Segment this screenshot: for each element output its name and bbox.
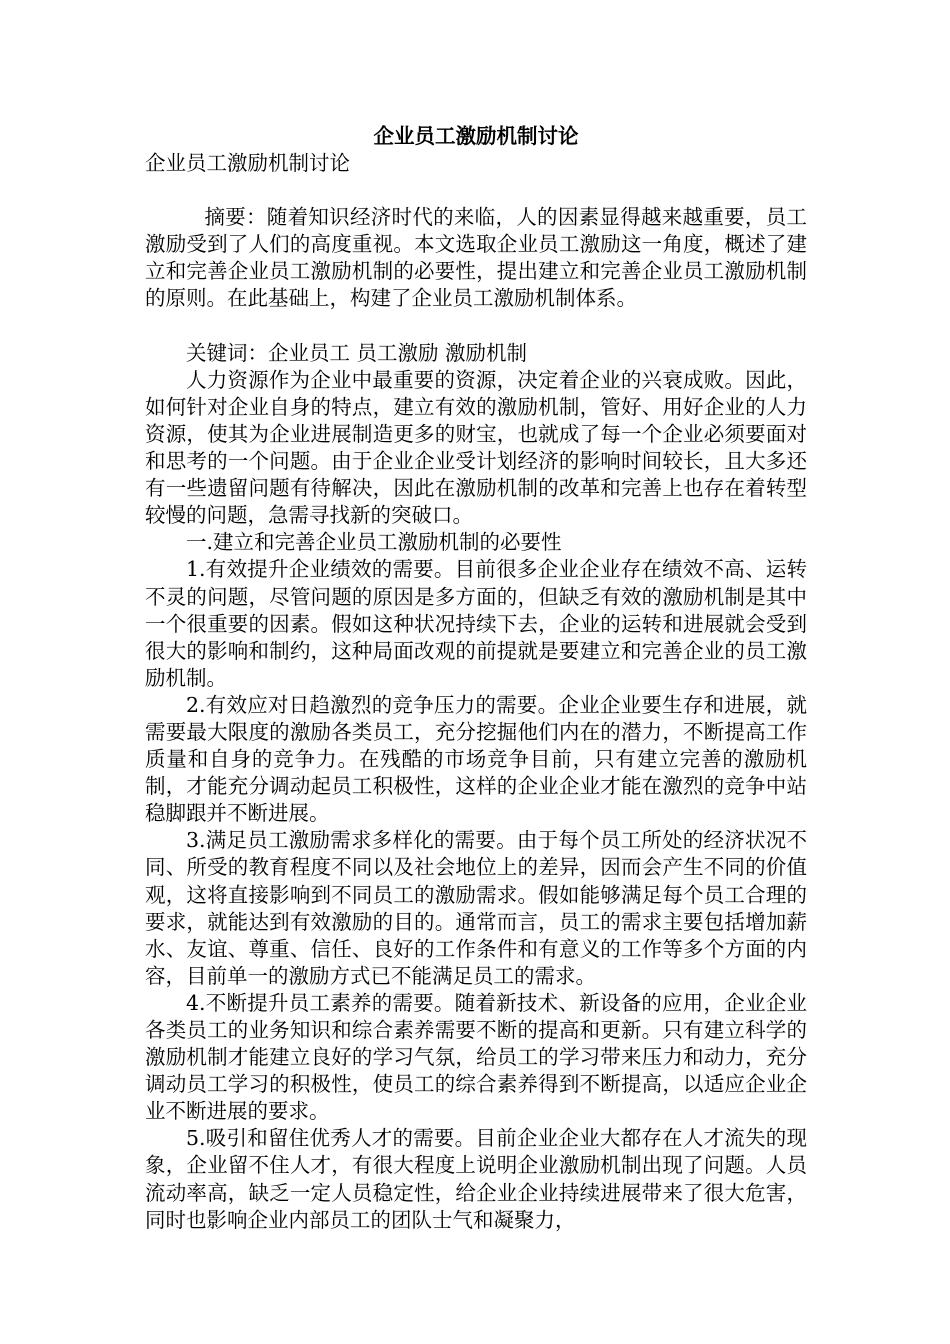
body-paragraph: 3.满足员工激励需求多样化的需要。由于每个员工所处的经济状况不同、所受的教育程度不同以及社会地位上的差异，因而会产生不同的价值观，这将直接影响到不同员工的激励需求。假如能够满足每个员工合理的要求，就能达到有效激励的目的。通常而言，员工的需求主要包括增加薪水、友谊、尊重、信任、良好的工作条件和有意义的工作等多个方面的内容，目前单一的激励方式已不能满足员工的需求。	[145, 828, 807, 988]
section-heading: 一.建立和完善企业员工激励机制的必要性	[186, 530, 562, 555]
body-paragraph: 5.吸引和留住优秀人才的需要。目前企业企业大都存在人才流失的现象，企业留不住人才，有很大程度上说明企业激励机制出现了问题。人员流动率高，缺乏一定人员稳定性，给企业企业持续进展带来了很大危害，同时也影响企业内部员工的团队士气和凝聚力，	[145, 1126, 807, 1232]
body-paragraph: 1.有效提升企业绩效的需要。目前很多企业企业存在绩效不高、运转不灵的问题，尽管问题的原因是多方面的，但缺乏有效的激励机制是其中一个很重要的因素。假如这种状况持续下去，企业的运转和进展就会受到很大的影响和制约，这种局面改观的前提就是要建立和完善企业的员工激励机制。	[145, 557, 807, 690]
document-title: 企业员工激励机制讨论	[373, 124, 579, 148]
document-page	[145, 122, 807, 1234]
body-paragraph: 2.有效应对日趋激烈的竞争压力的需要。企业企业要生存和进展，就需要最大限度的激励各类员工，充分挖掘他们内在的潜力，不断提高工作质量和自身的竞争力。在残酷的市场竞争目前，只有建立完善的激励机制，才能充分调动起员工积极性，这样的企业企业才能在激烈的竞争中站稳脚跟并不断进展。	[145, 692, 807, 826]
body-paragraph: 4.不断提升员工素养的需要。随着新技术、新设备的应用，企业企业各类员工的业务知识和综合素养需要不断的提高和更新。只有建立科学的激励机制才能建立良好的学习气氛，给员工的学习带来压力和动力，充分调动员工学习的积极性，使员工的综合素养得到不断提高，以适应企业企业不断进展的要求。	[145, 990, 807, 1124]
blank-line	[145, 313, 807, 340]
abstract-paragraph: 摘要：随着知识经济时代的来临，人的因素显得越来越重要，员工激励受到了人们的高度重视。本文选取企业员工激励这一角度，概述了建立和完善企业员工激励机制的必要性，提出建立和完善企业员工激励机制的原则。在此基础上，构建了企业员工激励机制体系。	[145, 205, 807, 311]
blank-line	[145, 177, 807, 204]
keywords-line: 关键词：企业员工 员工激励 激励机制	[186, 340, 528, 365]
document-subtitle: 企业员工激励机制讨论	[145, 151, 350, 175]
body-paragraph: 人力资源作为企业中最重要的资源，决定着企业的兴衰成败。因此，如何针对企业自身的特点，建立有效的激励机制，管好、用好企业的人力资源，使其为企业进展制造更多的财宝，也就成了每一个企业必须要面对和思考的一个问题。由于企业企业受计划经济的影响时间较长，且大多还有一些遗留问题有待解决，因此在激励机制的改革和完善上也存在着转型较慢的问题，急需寻找新的突破口。	[145, 367, 807, 528]
